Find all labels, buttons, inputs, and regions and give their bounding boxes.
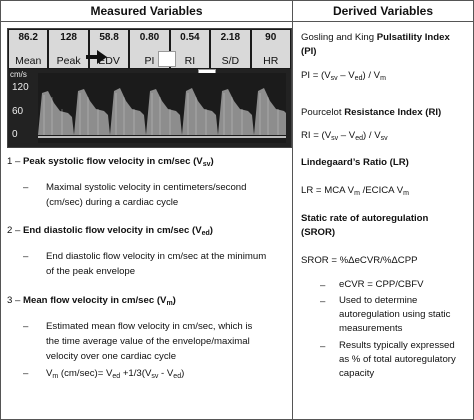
item-number: 3 – [7,295,24,306]
subscript: ed [112,373,121,380]
heading-text: Gosling and King [301,32,377,43]
axis-tick-120: 120 [12,82,29,93]
formula-part: ) / V [363,130,381,141]
formula-part: +1/3(V [120,368,152,379]
bullet-line: autoregulation using static [339,309,451,320]
dash-marker: – [320,296,326,307]
bullet-ecvr [339,278,471,292]
desc-line: End diastolic flow velocity in cm/sec at the minimum [46,251,267,262]
metric-label: PI [144,55,155,67]
metric-mean [9,30,47,68]
doppler-ultrasound-image [7,28,292,148]
item-title-end: ) [210,156,214,167]
heading-abbr: (PI) [301,46,317,57]
item-number: 2 – [7,225,24,236]
bullet-line: measurements [339,323,403,334]
formula-part: /ECICA V [359,185,404,196]
metric-value: 90 [265,32,277,43]
item-number: 1 – [7,156,24,167]
subscript: ed [201,230,210,237]
subscript: m [354,190,360,197]
desc-line: (cm/sec) during a cardiac cycle [46,197,179,208]
subscript: sv [202,161,211,168]
header-measured-variables: Measured Variables [1,1,292,22]
dash-marker: – [320,280,326,291]
formula-part: (cm/sec)= V [58,368,113,379]
doppler-waveform [38,73,286,143]
subscript: m [380,75,386,82]
axis-tick-60: 60 [12,106,24,117]
heading-line: (SROR) [301,227,336,238]
metrics-bar [8,29,291,69]
heading-text: Pourcelot [301,107,345,118]
bullet-line: capacity [339,368,375,379]
sror-formula: SROR = %ΔeCVR/%ΔCPP [301,255,418,266]
item-peak-systolic-title [7,154,214,172]
metric-label: EDV [98,55,120,67]
heading-bold: Pulsatility Index [376,32,450,43]
metric-value: 0.54 [180,32,200,43]
bullet-line: Results typically expressed [339,340,455,351]
subscript: m [52,373,59,380]
item-title-end: ) [209,225,213,236]
desc-line: Maximal systolic velocity in centimeters/second [46,182,247,193]
metric-value: 2.18 [220,32,241,43]
item-peak-systolic-desc [46,180,246,210]
subscript: sv [380,135,388,142]
item-mean-flow-title [7,293,176,311]
bullet-line: as % of total autoregulatory [339,354,456,365]
sror-heading [301,212,469,240]
item-title-bold: Peak systolic flow velocity in cm/sec (V [23,156,203,167]
pi-heading [301,31,469,59]
formula-part: – V [338,130,356,141]
lr-formula [301,184,469,201]
metric-label: RI [184,55,196,67]
bullet-line: eCVR = CPP/CBFV [339,279,424,290]
metric-peak [49,30,87,68]
formula-part: PI = (V [301,70,331,81]
metric-value: 58.8 [99,32,119,43]
item-end-diastolic-title [7,223,213,241]
bullet-results [339,339,471,381]
formula-part: V [46,368,53,379]
formula-part: RI = (V [301,130,332,141]
dash-marker: – [23,368,29,379]
metric-hr [252,30,290,68]
subscript: sv [330,75,338,82]
arrow-icon [86,51,108,63]
column-divider [292,1,293,419]
metric-sd [211,30,249,68]
subscript: ed [354,75,363,82]
axis-tick-0: 0 [12,129,18,140]
mean-flow-formula [46,366,184,384]
desc-line: Estimated mean flow velocity in cm/sec, which is [46,321,253,332]
marker-box-icon [158,51,176,67]
metric-value: 0.80 [139,32,160,43]
item-title-end: ) [172,295,176,306]
subscript: ed [173,373,182,380]
formula-part: - V [158,368,174,379]
desc-line: velocity over one cardiac cycle [46,351,177,362]
pi-formula [301,69,469,86]
dash-marker: – [320,341,326,352]
item-mean-flow-desc [46,319,252,364]
metric-label: Peak [56,55,81,67]
metric-label: S/D [221,55,240,67]
desc-line: the time average value of the envelope/maximal [46,336,250,347]
formula-part: ) / V [362,70,381,81]
subscript: ed [355,135,363,142]
header-derived-variables: Derived Variables [293,1,473,22]
subscript: sv [151,373,159,380]
unit-label: cm/s [10,70,27,79]
formula-part: LR = MCA V [301,185,355,196]
ri-heading [301,106,469,120]
item-end-diastolic-desc [46,249,266,279]
metric-label: HR [263,55,279,67]
subscript: m [403,190,409,197]
desc-line: of the peak envelope [46,266,136,277]
bullet-static-measurements [339,294,471,336]
ri-formula [301,129,469,146]
dash-marker: – [23,182,29,193]
formula-part: ) [181,368,185,379]
dash-marker: – [23,321,29,332]
metric-value: 128 [60,32,77,43]
dash-marker: – [23,251,29,262]
heading-line: Static rate of autoregulation [301,213,429,224]
subscript: sv [331,135,339,142]
formula-part: – V [337,70,355,81]
metric-label: Mean [15,55,42,67]
bullet-line: Used to determine [339,295,418,306]
item-title-bold: End diastolic flow velocity in cm/sec (V [23,225,202,236]
item-title-bold: Mean flow velocity in cm/sec (V [23,295,167,306]
metric-value: 86.2 [18,32,38,43]
metric-ri [171,30,209,68]
lr-heading: Lindegaard’s Ratio (LR) [301,157,409,168]
heading-bold: Resistance Index (RI) [344,107,442,118]
subscript: m [166,300,173,307]
